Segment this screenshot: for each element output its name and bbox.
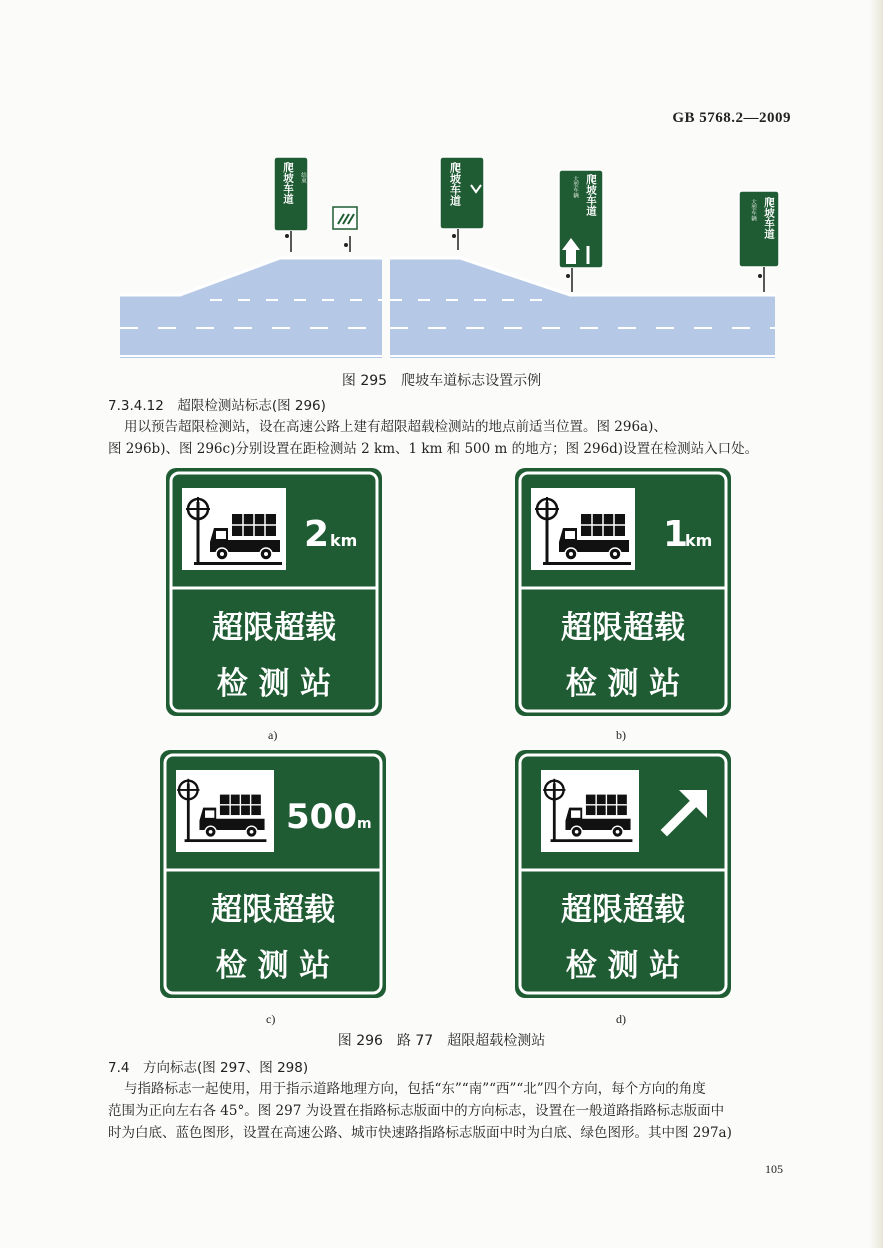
section-7-4-heading: 7.4 方向标志(图 297、图 298) (108, 1060, 309, 1076)
sign3-main-text: 爬坡车道 (585, 174, 597, 216)
sign-296a-text-line2: 检 测 站 (216, 666, 332, 702)
section-7-3-4-12-paragraph-line1: 用以预告超限检测站，设在高速公路上建有超限超载检测站的地点前适当位置。图 296a)、 (124, 419, 667, 435)
sign-296a-distance-number: 2 (304, 514, 330, 555)
sign4-main-text: 爬坡车道 (763, 197, 775, 239)
sign-296c-text-line2: 检 测 站 (215, 948, 331, 984)
sign-296c-text-line1: 超限超载 (211, 892, 335, 928)
road-right-segment (390, 258, 775, 358)
standard-code-header: GB 5768.2—2009 (672, 110, 791, 126)
sign-296a-label: a) (268, 728, 278, 742)
figure-295-caption: 图 295 爬坡车道标志设置示例 (341, 373, 542, 389)
climbing-lane-heavy-vehicles-sign (559, 170, 603, 292)
lane-marking-sign-icon (333, 207, 357, 252)
sign-296b-text-line1: 超限超载 (561, 610, 685, 646)
sign-296b-distance-unit: km (685, 531, 713, 550)
figure-295-illustration (110, 150, 790, 360)
sign-296a-distance-unit: km (330, 531, 358, 550)
sign-296a-text-line1: 超限超载 (212, 610, 336, 646)
sign-296b-label: b) (616, 728, 626, 742)
road-left-segment (120, 258, 382, 358)
sign-296d (515, 750, 731, 998)
sign-296d-label: d) (616, 1012, 626, 1026)
sign-296a (166, 468, 382, 716)
section-7-4-paragraph-line1: 与指路标志一起使用，用于指示道路地理方向，包括“东”“南”“西”“北”四个方向，每个方向的角度 (124, 1081, 706, 1097)
sign-296b-distance-number: 1 (663, 514, 689, 555)
sign1-main-text: 爬坡车道 (282, 162, 294, 204)
sign-296c-label: c) (266, 1012, 276, 1026)
section-7-3-4-12-heading: 7.3.4.12 超限检测站标志(图 296) (108, 398, 326, 414)
sign-296d-text-line1: 超限超载 (561, 892, 685, 928)
sign-296c (160, 750, 386, 998)
sign1-sub-text: 结束 (300, 172, 306, 183)
sign-296b (515, 468, 731, 716)
sign-296d-text-line2: 检 测 站 (565, 948, 681, 984)
section-7-3-4-12-paragraph-line2: 图 296b)、图 296c)分别设置在距检测站 2 km、1 km 和 500 m 的地方；图 296d)设置在检测站入口处。 (108, 441, 759, 457)
climbing-lane-sign (440, 157, 484, 250)
sign3-sub-text: 大型车辆 (572, 176, 578, 198)
figure-296-caption: 图 296 路 77 超限超载检测站 (337, 1033, 546, 1049)
section-7-4-paragraph-line2: 范围为正向左右各 45°。图 297 为设置在指路标志版面中的方向标志，设置在一般道路指路标志版面中 (108, 1103, 725, 1119)
section-7-4-paragraph-line3: 时为白底、蓝色图形，设置在高速公路、城市快速路指路标志版面中时为白底、绿色图形。其中图 297a) (108, 1125, 732, 1141)
climbing-lane-heavy-vehicles-sign-2 (739, 191, 779, 292)
sign2-main-text: 爬坡车道 (448, 162, 462, 206)
figure-296-signs (160, 464, 760, 1034)
sign-296b-text-line2: 检 测 站 (565, 666, 681, 702)
sign4-sub-text: 大型车辆 (750, 199, 756, 221)
sign-296c-distance-number: 500 (286, 797, 357, 837)
sign-296c-distance-unit: m (357, 816, 372, 832)
climbing-lane-end-sign (274, 157, 308, 252)
page-edge-shadow (869, 0, 883, 1248)
page-number: 105 (765, 1162, 783, 1176)
